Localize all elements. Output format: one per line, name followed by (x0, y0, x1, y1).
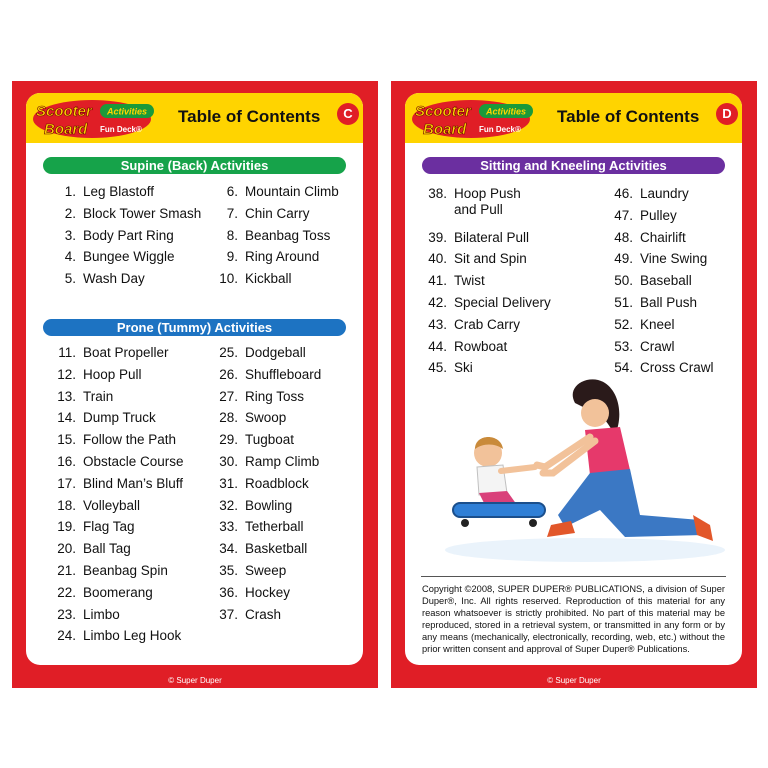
item-label: Sit and Spin (454, 251, 527, 267)
item-number: 33. (219, 519, 238, 535)
list-item (34, 519, 135, 535)
list-item (34, 389, 113, 405)
item-number: 10. (219, 271, 238, 287)
item-label: Special Delivery (454, 295, 551, 310)
item-number: 19. (57, 519, 76, 535)
list-item (42, 228, 174, 244)
list-item (409, 251, 527, 267)
item-number: 14. (57, 410, 76, 426)
item-number: 16. (57, 454, 76, 469)
item-label: Train (83, 388, 114, 404)
item-number: 49. (614, 251, 633, 267)
list-item (595, 317, 675, 333)
item-label: Bowling (245, 497, 293, 513)
list-item (34, 563, 168, 579)
item-label: Leg Blastoff (83, 184, 155, 199)
item-label: Beanbag Spin (83, 563, 168, 578)
section-heading-prone: Prone (Tummy) Activities (43, 319, 346, 336)
card-c-header (26, 93, 363, 143)
divider (421, 576, 726, 577)
item-label: Bungee Wiggle (83, 249, 175, 265)
list-item (42, 184, 154, 200)
item-number: 48. (614, 229, 633, 245)
list-item (409, 273, 485, 289)
list-item (595, 251, 707, 267)
item-number: 5. (64, 271, 76, 287)
item-number: 15. (57, 432, 76, 448)
item-label: Chin Carry (245, 205, 310, 221)
scooter-board-logo (411, 99, 541, 139)
list-item (196, 410, 286, 426)
item-label: Dodgeball (245, 345, 306, 360)
item-number: 2. (64, 205, 76, 221)
list-item (196, 519, 304, 535)
item-label: Crab Carry (454, 316, 521, 332)
woman-jeans (558, 469, 703, 537)
card-letter-badge: C (337, 103, 359, 125)
item-number: 23. (57, 606, 76, 622)
item-label: Boat Propeller (83, 345, 169, 360)
item-number: 36. (219, 584, 238, 600)
list-item (595, 360, 714, 376)
item-number: 44. (428, 338, 447, 354)
list-item (204, 228, 330, 244)
item-label: Ramp Climb (245, 454, 320, 469)
list-item (595, 208, 677, 224)
scooter-board-illustration (425, 375, 725, 565)
item-number: 22. (57, 584, 76, 600)
woman-shoe-left (547, 521, 575, 537)
list-item (34, 585, 153, 601)
item-number: 21. (57, 563, 76, 578)
svg-text:Activities: Activities (485, 106, 527, 117)
item-label: Ball Push (640, 295, 698, 310)
list-item (34, 541, 131, 557)
item-number: 3. (64, 227, 76, 243)
list-item (409, 339, 507, 355)
woman-shoe-right (693, 515, 713, 541)
card-c (12, 81, 378, 688)
list-item (34, 345, 169, 361)
item-number: 29. (219, 432, 238, 448)
item-label: Pulley (640, 207, 677, 223)
section-heading-supine: Supine (Back) Activities (43, 157, 346, 174)
item-label: Body Part Ring (83, 227, 174, 243)
item-label: Cross Crawl (640, 360, 714, 376)
list-item (595, 273, 692, 289)
list-item (34, 498, 140, 514)
item-label: Chairlift (640, 229, 686, 245)
list-item (34, 454, 184, 470)
card-c-body (26, 93, 363, 665)
item-number: 7. (226, 205, 238, 221)
item-label: Block Tower Smash (83, 205, 202, 221)
item-label: Kneel (640, 316, 675, 332)
item-label: Beanbag Toss (245, 227, 331, 243)
item-label: Hoop Push (454, 186, 521, 201)
item-label: Ball Tag (83, 541, 131, 557)
item-number: 27. (219, 388, 238, 404)
list-item (204, 249, 319, 265)
item-label: Flag Tag (83, 519, 135, 535)
list-item (196, 476, 309, 492)
list-item (196, 607, 281, 623)
item-label: Baseball (640, 273, 692, 289)
item-number: 53. (614, 338, 633, 354)
item-label: Crawl (640, 338, 675, 354)
item-label: Limbo Leg Hook (83, 628, 182, 644)
item-number: 38. (428, 186, 447, 201)
svg-text:Scooter: Scooter (415, 103, 471, 120)
item-label: Roadblock (245, 475, 309, 491)
list-item (196, 454, 319, 470)
list-item (409, 317, 520, 333)
item-label: Crash (245, 606, 282, 622)
list-item (204, 206, 310, 222)
item-label: Tetherball (245, 519, 304, 535)
list-item (34, 476, 183, 492)
card-letter-badge: D (716, 103, 738, 125)
item-number: 11. (58, 345, 76, 360)
svg-text:Board: Board (44, 121, 88, 138)
item-number: 46. (614, 186, 633, 201)
item-label: Swoop (245, 410, 287, 426)
item-number: 47. (614, 207, 633, 223)
item-number: 13. (57, 388, 76, 404)
woman-head (581, 399, 609, 427)
list-item (196, 498, 292, 514)
list-item (204, 271, 292, 287)
item-label: Kickball (245, 271, 292, 287)
item-number: 35. (219, 563, 238, 578)
list-item (42, 249, 175, 265)
list-item (34, 432, 176, 448)
item-number: 41. (428, 273, 447, 289)
list-item (409, 360, 473, 376)
list-item (196, 389, 304, 405)
svg-text:Fun Deck®: Fun Deck® (479, 125, 521, 134)
list-item (595, 186, 689, 202)
item-label: Hockey (245, 584, 291, 600)
item-label: Wash Day (83, 271, 145, 287)
list-item (595, 230, 686, 246)
list-item (196, 563, 286, 579)
svg-text:Board: Board (423, 121, 467, 138)
item-label: Laundry (640, 186, 689, 201)
item-number: 34. (219, 541, 238, 557)
list-item (196, 345, 306, 361)
item-label: Shuffleboard (245, 366, 322, 382)
item-label: Hoop Pull (83, 366, 142, 382)
copyright-notice: Copyright ©2008, SUPER DUPER® PUBLICATIONS, a division of Super Duper®, Inc. All rights reserved. Reproduction of this material for any reason whatsoever is strictly prohibited. No part of this material may be reproduced, stored in a retrieval system, or transmitted in any form or by any means (mechanically, electronically, recording, web, etc.) without the prior written consent and approval of Super Duper® Publications. (422, 584, 725, 654)
item-number: 24. (57, 628, 76, 644)
item-number: 37. (219, 606, 238, 622)
item-label: Dump Truck (83, 410, 156, 426)
list-item (42, 271, 145, 287)
list-item (204, 184, 339, 200)
item-number: 31. (219, 475, 238, 491)
list-item (196, 585, 290, 601)
list-item (34, 607, 120, 623)
item-label: Bilateral Pull (454, 229, 530, 245)
list-item (409, 230, 529, 246)
item-number: 1. (64, 184, 76, 199)
item-number: 4. (64, 249, 76, 265)
item-number: 18. (57, 497, 76, 513)
list-item (42, 206, 201, 222)
card-d (391, 81, 757, 688)
svg-text:Activities: Activities (106, 106, 148, 117)
list-item (196, 367, 321, 383)
item-number: 42. (428, 295, 447, 310)
item-number: 25. (219, 345, 238, 360)
item-number: 17. (57, 475, 76, 491)
item-number: 45. (428, 360, 447, 376)
card-d-header (405, 93, 742, 143)
list-item (34, 410, 156, 426)
list-item (595, 295, 697, 311)
item-number: 28. (219, 410, 238, 426)
item-label-continued: and Pull (454, 202, 503, 217)
item-number: 39. (428, 229, 447, 245)
item-label: Basketball (245, 541, 308, 557)
item-label: Twist (454, 273, 485, 289)
list-item (409, 186, 521, 218)
card-c-footer: © Super Duper (168, 676, 222, 685)
item-number: 30. (219, 454, 238, 469)
list-item (595, 339, 675, 355)
list-item (196, 541, 307, 557)
section-heading-sitting-kneeling: Sitting and Kneeling Activities (422, 157, 725, 174)
item-number: 26. (219, 366, 238, 382)
item-label: Ski (454, 360, 473, 376)
item-number: 54. (614, 360, 633, 376)
item-label: Boomerang (83, 584, 153, 600)
item-number: 8. (226, 227, 238, 243)
list-item (409, 295, 551, 311)
scooter-board-logo (32, 99, 162, 139)
card-c-title: Table of Contents (178, 107, 321, 126)
list-item (34, 628, 181, 644)
item-label: Blind Man’s Bluff (83, 475, 184, 491)
item-number: 9. (226, 249, 238, 265)
svg-text:Fun Deck®: Fun Deck® (100, 125, 142, 134)
item-label: Sweep (245, 563, 287, 578)
item-label: Rowboat (454, 338, 508, 354)
item-number: 52. (614, 316, 633, 332)
item-number: 32. (219, 497, 238, 513)
svg-text:Scooter: Scooter (36, 103, 92, 120)
item-number: 20. (57, 541, 76, 557)
item-label: Vine Swing (640, 251, 708, 267)
item-label: Obstacle Course (83, 454, 184, 469)
item-label: Ring Toss (245, 388, 305, 404)
list-item (196, 432, 294, 448)
item-number: 40. (428, 251, 447, 267)
item-label: Tugboat (245, 432, 295, 448)
scooter-board (453, 503, 545, 517)
item-label: Ring Around (245, 249, 320, 265)
item-number: 51. (614, 295, 633, 310)
card-d-title: Table of Contents (557, 107, 700, 126)
item-number: 50. (614, 273, 633, 289)
list-item (34, 367, 142, 383)
item-number: 6. (226, 184, 238, 199)
item-label: Mountain Climb (245, 184, 339, 199)
card-d-footer: © Super Duper (547, 676, 601, 685)
card-d-body (405, 93, 742, 665)
item-number: 43. (428, 316, 447, 332)
item-label: Limbo (83, 606, 120, 622)
item-label: Follow the Path (83, 432, 177, 448)
item-label: Volleyball (83, 497, 141, 513)
item-number: 12. (57, 366, 76, 382)
